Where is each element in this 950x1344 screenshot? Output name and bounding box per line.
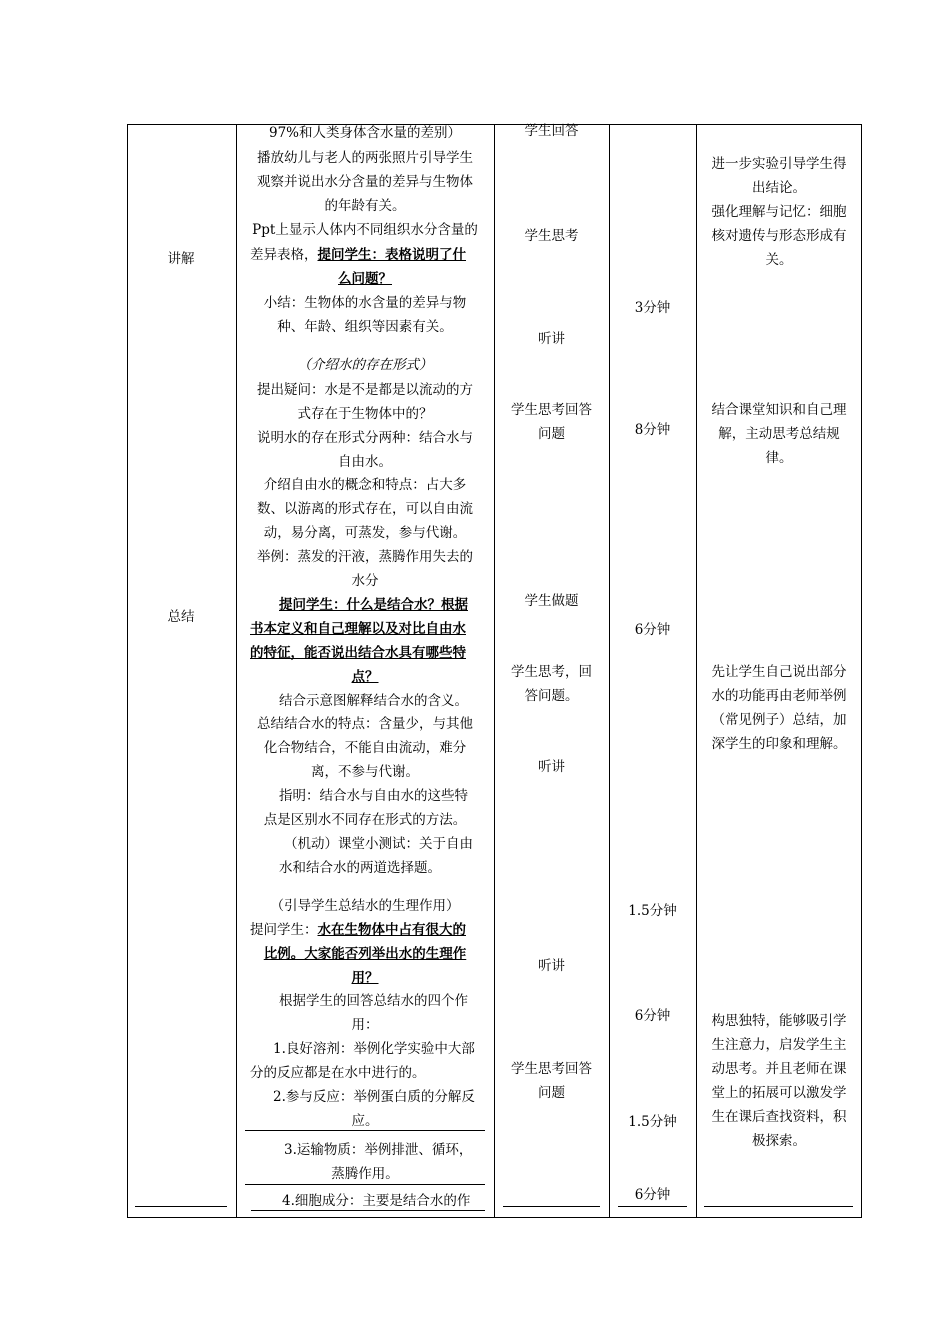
content-line: 提问学生：什么是结合水？根据: [279, 597, 468, 613]
time-cell: 6分钟: [634, 622, 671, 638]
content-line: 离，不参与代谢。: [311, 764, 419, 780]
time-cell: 3分钟: [634, 300, 671, 316]
student-activity: 学生思考回答: [511, 1061, 592, 1077]
cell-underline: [245, 1184, 485, 1185]
content-line: 介绍自由水的概念和特点：占大多: [263, 477, 467, 493]
content-line: 蒸腾作用。: [331, 1166, 399, 1182]
content-line: 比例。大家能否列举出水的生理作: [263, 946, 467, 962]
student-activity: 听讲: [538, 759, 565, 775]
student-activity: 问题: [538, 426, 565, 442]
content-line: 的特征，能否说出结合水具有哪些特: [250, 645, 466, 661]
content-line: 水和结合水的两道选择题。: [279, 860, 441, 876]
content-line: 总结结合水的特点：含量少，与其他: [257, 716, 473, 732]
intent-line: 律。: [765, 450, 793, 466]
intent-line: 深学生的印象和理解。: [711, 736, 847, 752]
time-cell: 6分钟: [634, 1008, 671, 1024]
content-line: 提问学生：水在生物体中占有很大的: [250, 922, 466, 938]
content-line: 动，易分离，可蒸发，参与代谢。: [263, 525, 467, 541]
content-line: 式存在于生物体中的？: [297, 406, 433, 422]
cell-underline: [618, 1206, 687, 1207]
time-cell: 1.5分钟: [628, 1114, 677, 1130]
content-line: （机动）课堂小测试：关于自由: [284, 836, 473, 852]
intent-line: 出结论。: [752, 180, 806, 196]
intent-line: 核对遗传与形态形成有: [711, 228, 847, 244]
content-line: （介绍水的存在形式）: [297, 357, 433, 373]
intent-line: （常见例子）总结，加: [711, 712, 847, 728]
content-line: 4.细胞成分：主要是结合水的作: [282, 1193, 471, 1209]
content-line: 分的反应都是在水中进行的。: [250, 1065, 426, 1081]
content-line: 点？: [351, 669, 379, 685]
content-line: 点是区别水不同存在形式的方法。: [263, 812, 467, 828]
student-activity: 学生思考，回: [511, 664, 592, 680]
content-line: 3.运输物质：举例排泄、循环，: [284, 1142, 473, 1158]
intent-line: 强化理解与记忆：细胞: [711, 204, 847, 220]
content-line: 用：: [351, 1017, 379, 1033]
intent-line: 极探索。: [752, 1133, 806, 1149]
intent-line: 生注意力，启发学生主: [711, 1037, 847, 1053]
content-line: 结合示意图解释结合水的含义。: [279, 693, 468, 709]
intent-line: 堂上的拓展可以激发学: [711, 1085, 847, 1101]
content-line: 自由水。: [338, 454, 392, 470]
intent-line: 动思考。并且老师在课: [711, 1061, 847, 1077]
intent-line: 水的功能再由老师举例: [711, 688, 847, 704]
content-line: 指明：结合水与自由水的这些特: [279, 788, 468, 804]
intent-line: 生在课后查找资料，积: [711, 1109, 847, 1125]
stage-jiangjie: 讲解: [167, 251, 195, 267]
content-line: 用？: [351, 970, 379, 986]
content-line: 2.参与反应：举例蛋白质的分解反: [273, 1089, 475, 1105]
student-activity: 听讲: [538, 958, 565, 974]
content-line: 应。: [351, 1113, 379, 1129]
cell-underline: [251, 1210, 485, 1211]
student-activity: 学生思考回答: [511, 402, 592, 418]
cell-underline: [245, 1130, 485, 1131]
student-activity: 学生回答: [524, 123, 579, 139]
content-line: （引导学生总结水的生理作用）: [270, 898, 460, 914]
content-line: 提出疑问：水是不是都是以流动的方: [257, 382, 473, 398]
column-divider: [609, 125, 610, 1217]
content-line: 小结：生物体的水含量的差异与物: [263, 295, 467, 311]
content-line: 数、以游离的形式存在，可以自由流: [257, 501, 473, 517]
content-line: 1.良好溶剂：举例化学实验中大部: [273, 1041, 475, 1057]
content-line: 水分: [351, 573, 379, 589]
intent-line: 构思独特，能够吸引学: [711, 1013, 847, 1029]
intent-line: 先让学生自己说出部分: [711, 664, 847, 680]
student-activity: 答问题。: [524, 688, 579, 704]
time-cell: 1.5分钟: [628, 903, 677, 919]
stage-zongjie: 总结: [167, 609, 195, 625]
content-line: 种、年龄、组织等因素有关。: [277, 319, 453, 335]
time-cell: 6分钟: [634, 1187, 671, 1203]
intent-line: 结合课堂知识和自己理: [711, 402, 847, 418]
content-line: 差异表格，提问学生：表格说明了什: [250, 247, 466, 263]
cell-underline: [135, 1206, 227, 1207]
intent-line: 解，主动思考总结规: [718, 426, 840, 442]
content-line: 说明水的存在形式分两种：结合水与: [257, 430, 473, 446]
intent-line: 进一步实验引导学生得: [711, 156, 847, 172]
content-line: Ppt上显示人体内不同组织水分含量的: [252, 222, 478, 238]
content-line: 97%和人类身体含水量的差别）: [268, 125, 461, 141]
content-line: 么问题？: [338, 271, 392, 287]
content-line: 观察并说出水分含量的差异与生物体: [257, 174, 473, 190]
student-activity: 听讲: [538, 331, 565, 347]
student-activity: 学生思考: [524, 228, 579, 244]
student-activity: 学生做题: [524, 593, 579, 609]
content-line: 书本定义和自己理解以及对比自由水: [250, 621, 466, 637]
intent-line: 关。: [765, 252, 793, 268]
content-line: 的年龄有关。: [324, 198, 406, 214]
cell-underline: [503, 1206, 600, 1207]
content-line: 举例：蒸发的汗液，蒸腾作用失去的: [257, 549, 473, 565]
content-line: 播放幼儿与老人的两张照片引导学生: [257, 150, 473, 166]
cell-underline: [704, 1206, 853, 1207]
time-cell: 8分钟: [634, 422, 671, 438]
content-line: 化合物结合，不能自由流动，难分: [263, 740, 467, 756]
student-activity: 问题: [538, 1085, 565, 1101]
content-line: 根据学生的回答总结水的四个作: [279, 993, 468, 1009]
